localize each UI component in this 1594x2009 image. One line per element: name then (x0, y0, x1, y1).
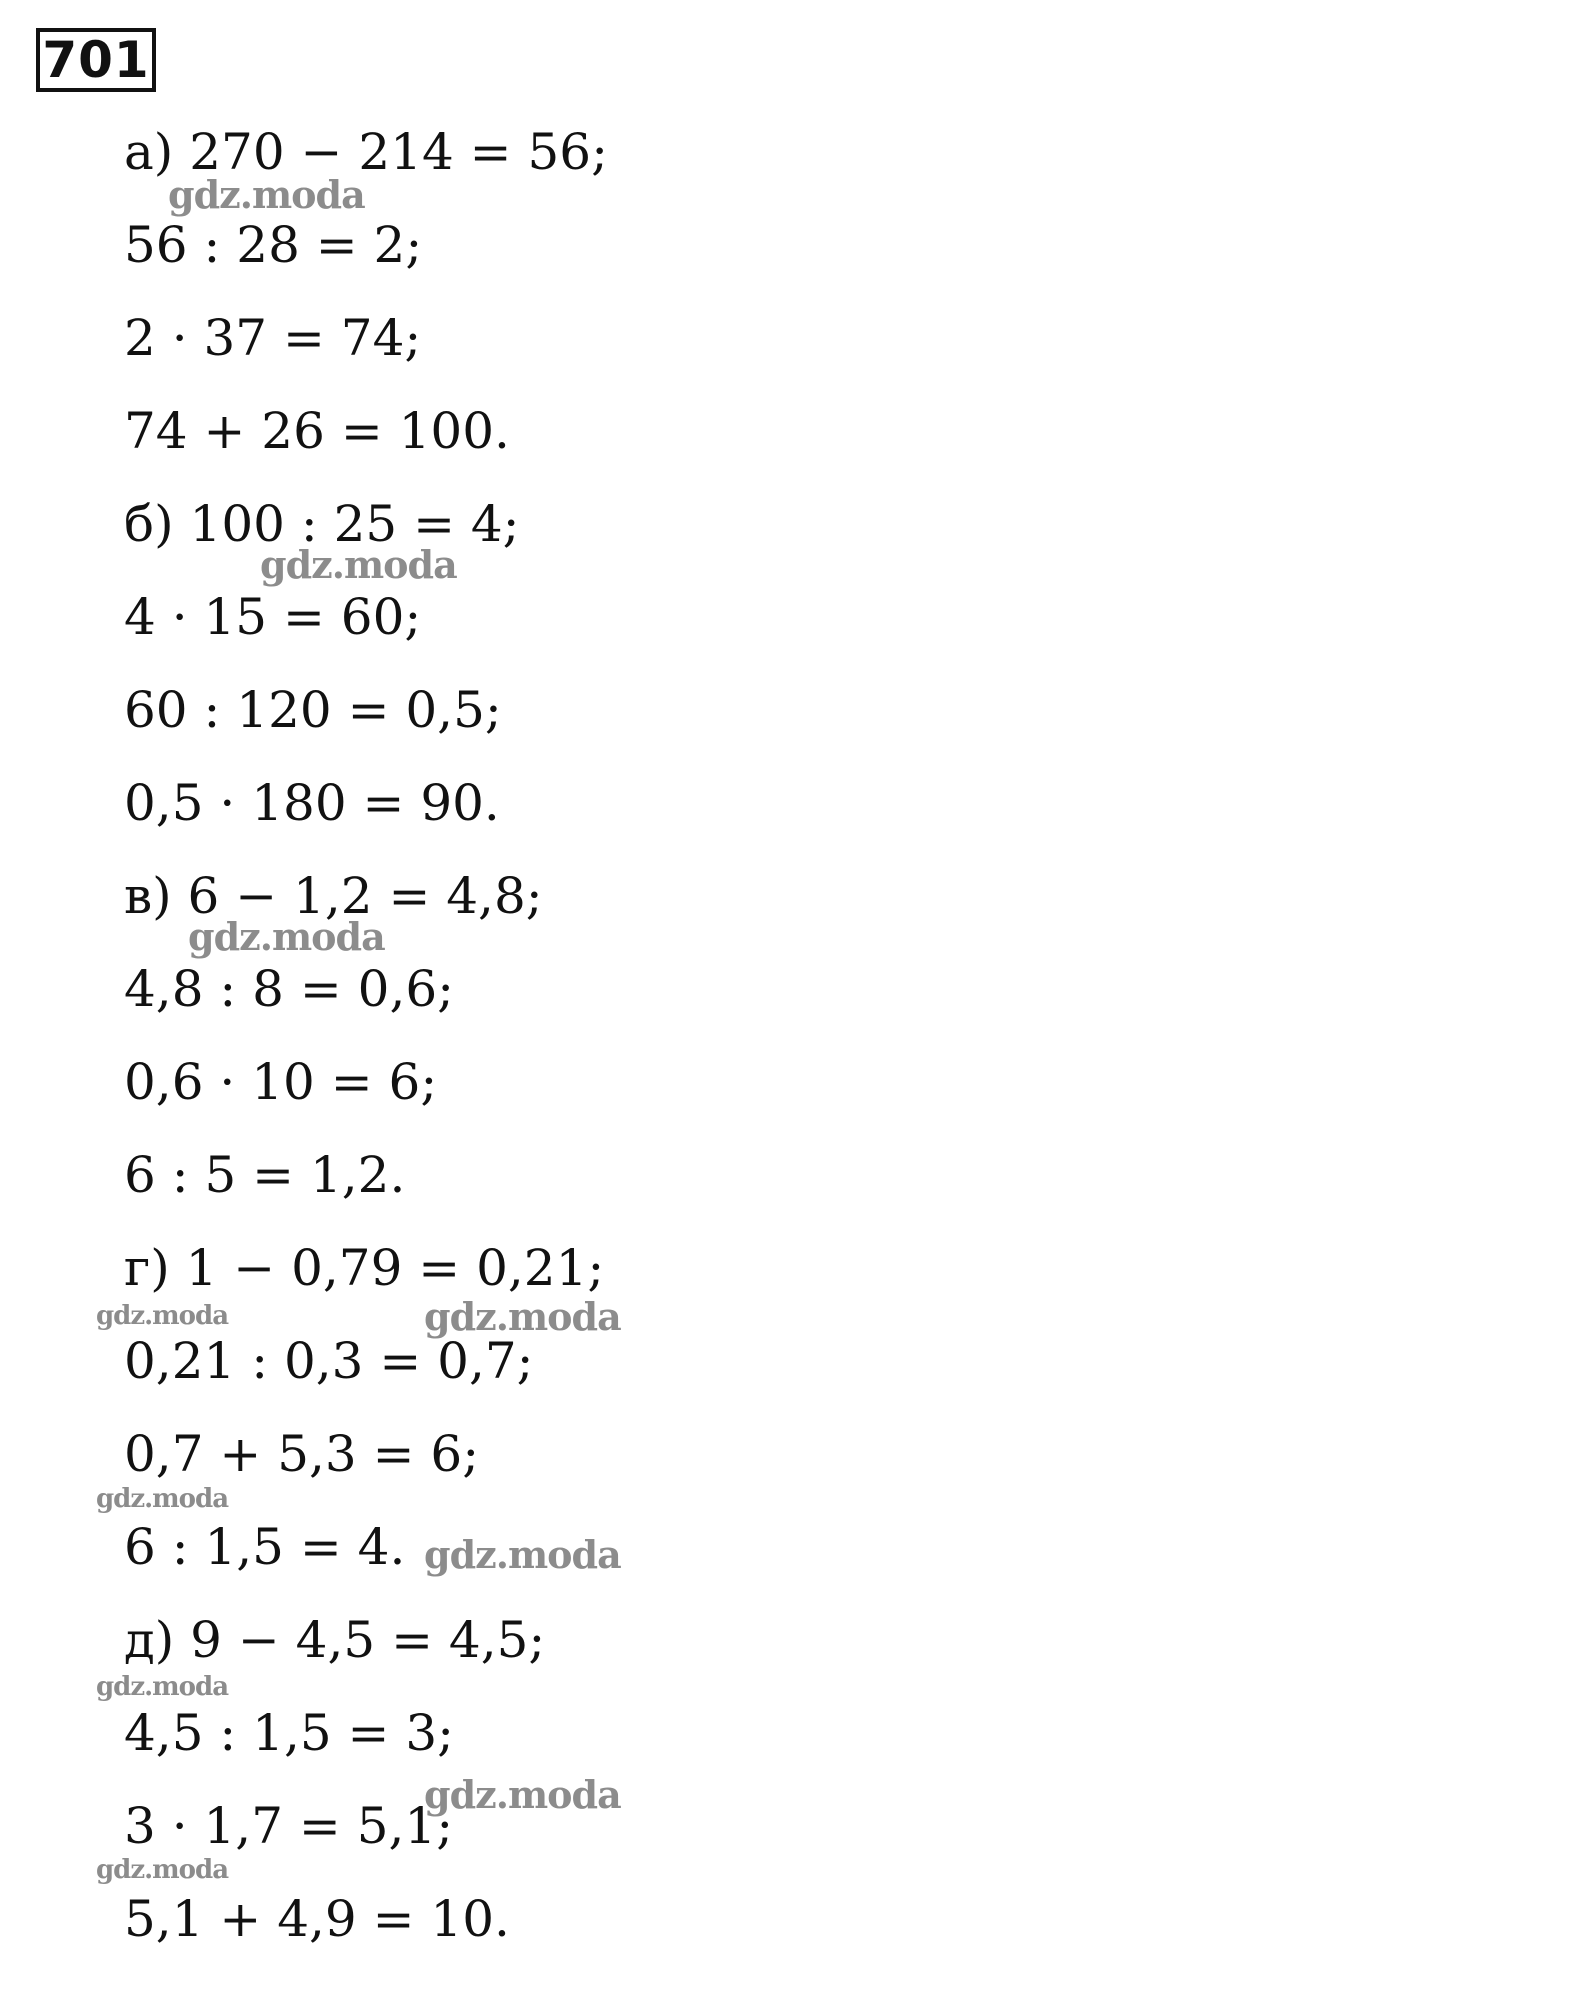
solution-lines (124, 114, 608, 1974)
watermark: gdz.moda (96, 1855, 229, 1885)
solution-line-v-2: 4,8 : 8 = 0,6; (124, 960, 455, 1018)
solution-line-b-2: 4 · 15 = 60; (124, 588, 422, 646)
solution-line-a-3: 2 · 37 = 74; (124, 309, 422, 367)
solution-line-g-1: г) 1 − 0,79 = 0,21; (124, 1239, 605, 1297)
watermark: gdz.moda (168, 172, 365, 217)
solution-line-g-3: 0,7 + 5,3 = 6; (124, 1425, 480, 1483)
solution-line-v-3: 0,6 · 10 = 6; (124, 1053, 438, 1111)
solution-line-b-3: 60 : 120 = 0,5; (124, 681, 502, 739)
solution-line-d-3: 3 · 1,7 = 5,1; (124, 1797, 454, 1855)
watermark: gdz.moda (96, 1672, 229, 1702)
solution-line-a-4: 74 + 26 = 100. (124, 402, 510, 460)
solution-line-d-2: 4,5 : 1,5 = 3; (124, 1704, 455, 1762)
solution-line-b-1: б) 100 : 25 = 4; (124, 495, 520, 553)
solution-line-d-1: д) 9 − 4,5 = 4,5; (124, 1611, 546, 1669)
watermark: gdz.moda (96, 1484, 229, 1514)
solution-line-d-4: 5,1 + 4,9 = 10. (124, 1890, 510, 1948)
problem-number-box: 701 (36, 28, 156, 92)
watermark: gdz.moda (424, 1532, 621, 1577)
solution-line-a-1: а) 270 − 214 = 56; (124, 123, 608, 181)
watermark: gdz.moda (424, 1772, 621, 1817)
solution-line-a-2: 56 : 28 = 2; (124, 216, 423, 274)
solution-line-g-2: 0,21 : 0,3 = 0,7; (124, 1332, 534, 1390)
solution-line-v-1: в) 6 − 1,2 = 4,8; (124, 867, 543, 925)
solution-line-b-4: 0,5 · 180 = 90. (124, 774, 500, 832)
solution-line-g-4: 6 : 1,5 = 4. (124, 1518, 406, 1576)
watermark: gdz.moda (188, 914, 385, 959)
watermark: gdz.moda (96, 1301, 229, 1331)
watermark: gdz.moda (424, 1294, 621, 1339)
solution-line-v-4: 6 : 5 = 1,2. (124, 1146, 406, 1204)
watermark: gdz.moda (260, 542, 457, 587)
